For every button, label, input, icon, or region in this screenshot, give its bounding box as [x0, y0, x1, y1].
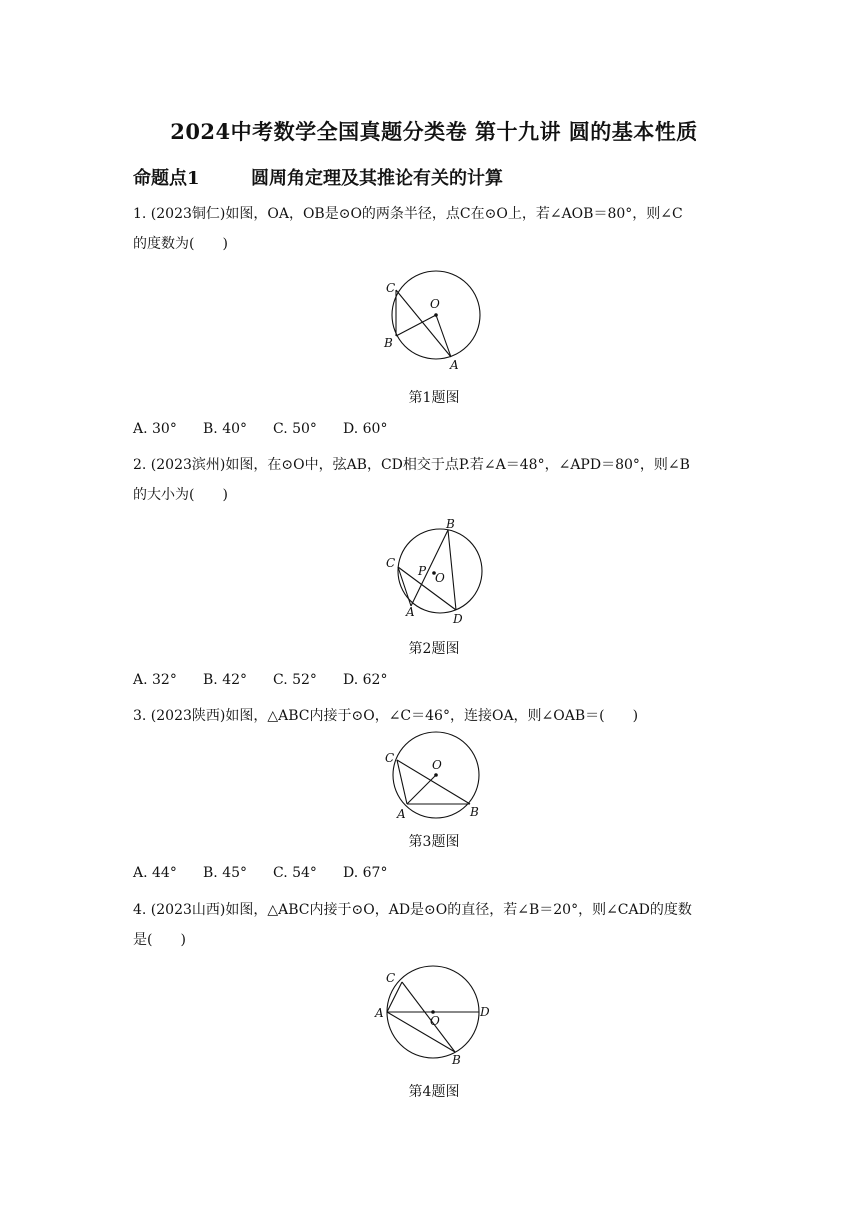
q2-label-c: C — [386, 556, 396, 570]
q1-label-o: O — [430, 297, 440, 311]
q3-choice-d: D. 67° — [343, 865, 388, 881]
q4-label-b: B — [452, 1053, 461, 1067]
q2-choice-d: D. 62° — [343, 672, 388, 688]
question-4-text — [133, 895, 753, 955]
q4-label-o: O — [430, 1014, 440, 1028]
q4-chord-cb — [402, 982, 455, 1052]
q1-radius-ob — [396, 315, 436, 336]
question-3-figure — [384, 733, 488, 825]
question-4-line-1: 4. (2023山西)如图，△ABC内接于⊙O，AD是⊙O的直径，若∠B＝20°，则∠CAD的度数 — [133, 902, 692, 918]
section-heading — [133, 164, 503, 190]
q2-chord-ca — [398, 567, 411, 606]
question-3-text — [133, 701, 753, 731]
q2-choice-b: B. 42° — [203, 672, 248, 688]
q2-choice-c: C. 52° — [273, 672, 317, 688]
section-text: 圆周角定理及其推论有关的计算 — [251, 168, 503, 189]
q3-label-b: B — [470, 805, 479, 819]
q3-label-c: C — [385, 751, 395, 765]
q3-chord-ca — [397, 760, 407, 804]
q4-label-d: D — [480, 1005, 490, 1019]
question-2-figure — [384, 517, 488, 627]
question-1-line-1: 1. (2023铜仁)如图，OA，OB是⊙O的两条半径，点C在⊙O上，若∠AOB＝80°，则∠C — [133, 206, 683, 222]
section-number: 命题点1 — [133, 168, 200, 189]
question-4-line-2: 是( ) — [133, 932, 186, 948]
question-2-caption: 第2题图 — [408, 641, 460, 657]
question-1-line-2: 的度数为( ) — [133, 236, 228, 252]
q2-label-a: A — [406, 605, 415, 619]
question-1-text — [133, 199, 753, 259]
question-2-line-1: 2. (2023滨州)如图，在⊙O中，弦AB，CD相交于点P.若∠A＝48°，∠APD＝80°，则∠B — [133, 457, 690, 473]
q2-label-d: D — [453, 612, 463, 626]
q2-label-b: B — [446, 517, 455, 531]
q1-label-a: A — [450, 358, 459, 372]
q4-label-c: C — [386, 971, 396, 985]
q1-center-dot — [434, 313, 438, 317]
question-1-caption: 第1题图 — [408, 390, 460, 406]
q2-label-o: O — [435, 571, 445, 585]
q3-choice-c: C. 54° — [273, 865, 317, 881]
question-1-figure — [384, 268, 484, 372]
question-4-caption: 第4题图 — [408, 1084, 460, 1100]
page-title: 2024中考数学全国真题分类卷 第十九讲 圆的基本性质 — [170, 119, 698, 144]
q4-label-a: A — [375, 1006, 384, 1020]
q2-choice-a: A. 32° — [133, 672, 177, 688]
q3-label-a: A — [397, 807, 406, 821]
question-4-figure — [372, 966, 492, 1068]
q2-chord-ab — [411, 530, 448, 606]
q1-choice-b: B. 40° — [203, 421, 248, 437]
question-2-text — [133, 450, 753, 510]
q1-choice-a: A. 30° — [133, 421, 177, 437]
q1-choice-d: D. 60° — [343, 421, 388, 437]
question-1-choices — [133, 421, 413, 437]
q3-center-dot — [434, 773, 438, 777]
question-2-choices — [133, 672, 413, 688]
question-3-caption: 第3题图 — [408, 834, 460, 850]
q1-chord-ca — [396, 290, 451, 357]
q2-label-p: P — [418, 564, 427, 578]
q2-chord-bd — [448, 530, 456, 610]
q3-label-o: O — [432, 758, 442, 772]
q1-radius-oa — [436, 315, 451, 357]
q3-choice-b: B. 45° — [203, 865, 248, 881]
question-3-line-1: 3. (2023陕西)如图，△ABC内接于⊙O，∠C＝46°，连接OA，则∠OAB＝( ) — [133, 708, 639, 724]
q3-choice-a: A. 44° — [133, 865, 177, 881]
q1-label-c: C — [386, 281, 396, 295]
q3-radius-oa — [407, 775, 436, 804]
q4-chord-ab — [387, 1012, 455, 1052]
q1-label-b: B — [384, 336, 393, 350]
q1-choice-c: C. 50° — [273, 421, 317, 437]
question-2-line-2: 的大小为( ) — [133, 487, 228, 503]
question-3-choices — [133, 865, 413, 881]
